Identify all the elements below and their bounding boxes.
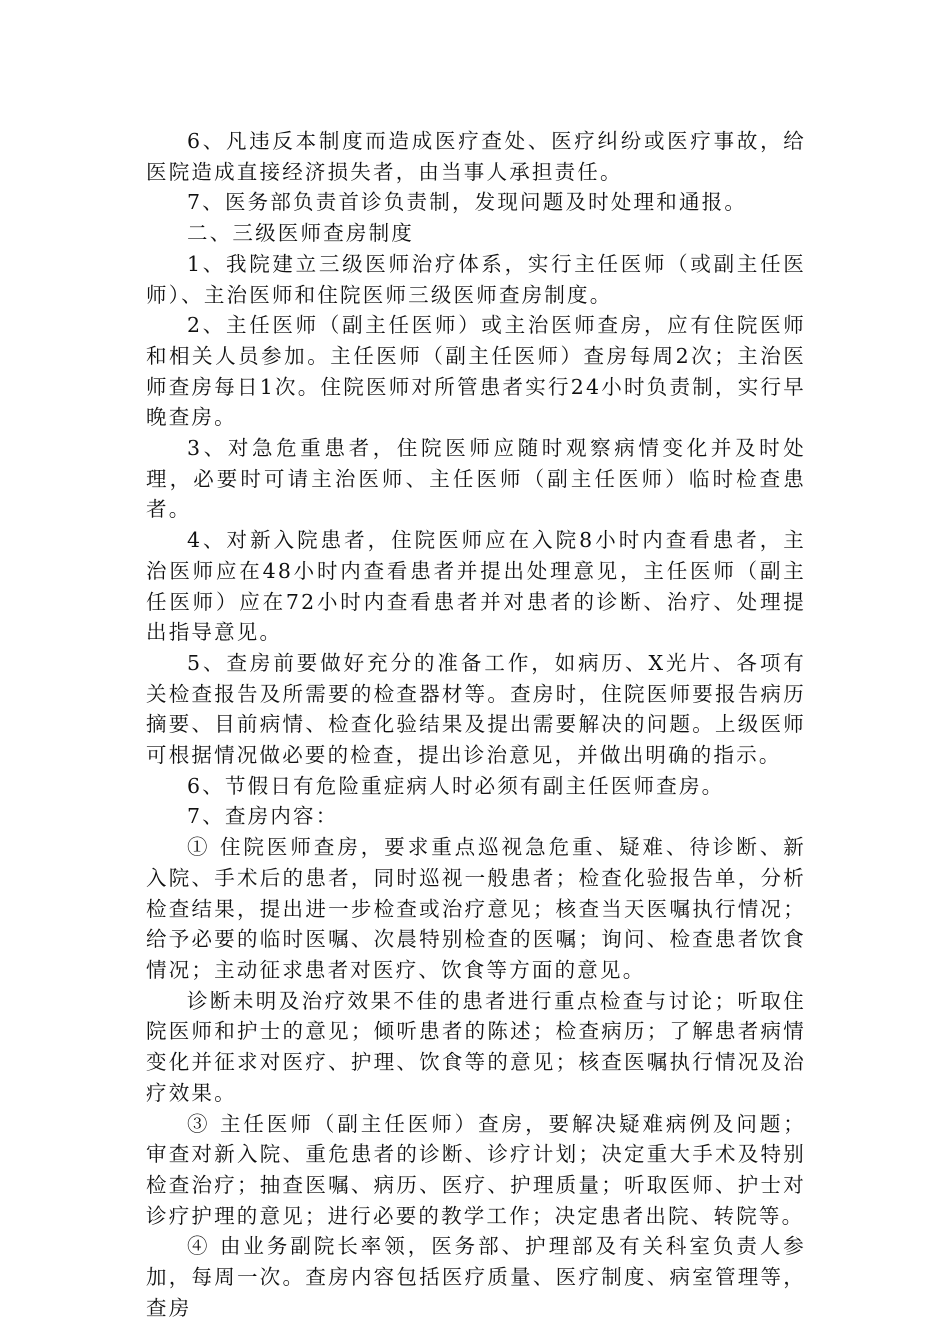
paragraph-item-1-resident: ① 住院医师查房，要求重点巡视急危重、疑难、待诊断、新入院、手术后的患者，同时巡视一般患者；检查化验报告单，分析检查结果，提出进一步检查或治疗意见；核查当天医嘱执行情况；给予必要的临时医嘱、次晨特别检查的医嘱；询问、检查患者饮食情况；主动征求患者对医疗、饮食等方面的意见。 (146, 835, 806, 982)
section-heading-three-level-rounds: 二、三级医师查房制度 (187, 221, 414, 246)
paragraph-rule-6: 6、凡违反本制度而造成医疗查处、医疗纠纷或医疗事故，给医院造成直接经济损失者，由当事人承担责任。 (146, 129, 806, 184)
paragraph-rule-7: 7、医务部负责首诊负责制，发现问题及时处理和通报。 (187, 190, 748, 215)
paragraph-rounds-4: 4、对新入院患者，住院医师应在入院8小时内查看患者，主治医师应在48小时内查看患者并提出处理意见，主任医师（副主任医师）应在72小时内查看患者并对患者的诊断、治疗、处理提出指导意见。 (146, 528, 806, 645)
paragraph-rounds-6: 6、节假日有危险重症病人时必须有副主任医师查房。 (187, 773, 725, 798)
paragraph-rounds-3: 3、对急危重患者，住院医师应随时观察病情变化并及时处理，必要时可请主治医师、主任医师（副主任医师）临时检查患者。 (146, 436, 806, 522)
paragraph-rounds-1: 1、我院建立三级医师治疗体系，实行主任医师（或副主任医师）、主治医师和住院医师三级医师查房制度。 (146, 251, 806, 307)
paragraph-item-2-attending: 诊断未明及治疗效果不佳的患者进行重点检查与讨论；听取住院医师和护士的意见；倾听患者的陈述；检查病历；了解患者病情变化并征求对医疗、护理、饮食等的意见；核查医嘱执行情况及治疗效果。 (146, 988, 806, 1105)
paragraph-rounds-7: 7、查房内容： (187, 804, 339, 829)
paragraph-rounds-5: 5、查房前要做好充分的准备工作，如病历、X光片、各项有关检查报告及所需要的检查器材等。查房时，住院医师要报告病历摘要、目前病情、检查化验结果及提出需要解决的问题。上级医师可根据情况做必要的检查，提出诊治意见，并做出明确的指示。 (146, 650, 806, 768)
paragraph-item-4-vice-president: ④ 由业务副院长率领，医务部、护理部及有关科室负责人参加，每周一次。查房内容包括医疗质量、医疗制度、病室管理等，查房 (146, 1234, 806, 1320)
paragraph-rounds-2: 2、主任医师（副主任医师）或主治医师查房，应有住院医师和相关人员参加。主任医师（副主任医师）查房每周2次；主治医师查房每日1次。住院医师对所管患者实行24小时负责制，实行早晚查房。 (146, 313, 806, 430)
document-page (146, 126, 806, 1323)
paragraph-item-3-chief: ③ 主任医师（副主任医师）查房，要解决疑难病例及问题；审查对新入院、重危患者的诊断、诊疗计划；决定重大手术及特别检查治疗；抽查医嘱、病历、医疗、护理质量；听取医师、护士对诊疗护理的意见；进行必要的教学工作；决定患者出院、转院等。 (146, 1111, 806, 1228)
